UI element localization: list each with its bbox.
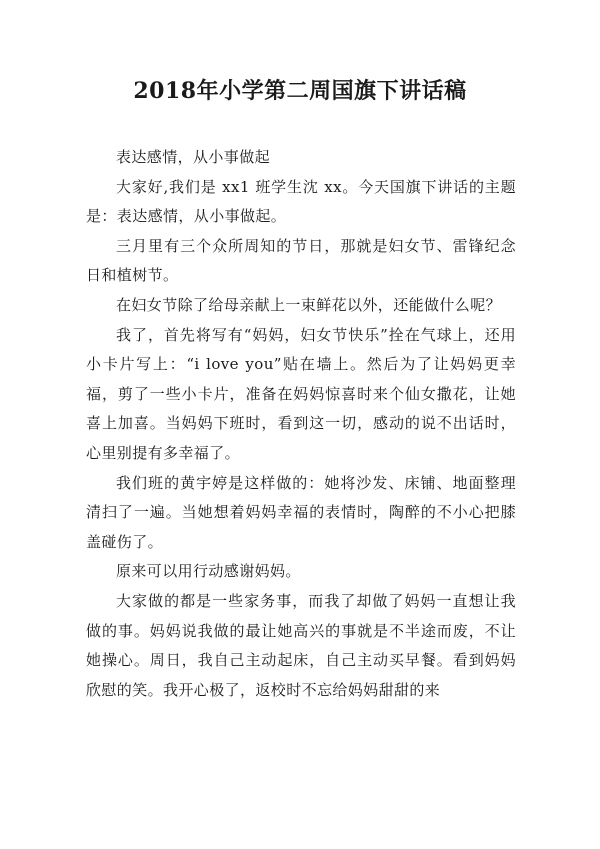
paragraph-greeting: 大家好,我们是 xx1 班学生沈 xx。今天国旗下讲话的主题是：表达感情，从小事做起。 [86,177,516,226]
paragraph-question: 在妇女节除了给母亲献上一束鲜花以外，还能做什么呢？ [116,295,502,314]
paragraph-conclusion: 大家做的都是一些家务事，而我了却做了妈妈一直想让我做的事。妈妈说我做的最让她高兴的事就是不半途而废，不让她操心。周日，我自己主动起床，自己主动买早餐。看到妈妈欣慰的笑。我开心极了，返校时不忘给妈妈甜甜的来 [86,591,516,699]
paragraph-my-actions: 我了，首先将写有“妈妈，妇女节快乐”拴在气球上，还用小卡片写上：“i love you”贴在墙上。然后为了让妈妈更幸福，剪了一些小卡片，准备在妈妈惊喜时来个仙女撒花，让她喜上加喜。当妈妈下班时，看到这一切，感动的说不出话时，心里别提有多幸福了。 [86,325,516,462]
paragraph-classmate: 我们班的黄宇婷是这样做的：她将沙发、床铺、地面整理清扫了一遍。当她想着妈妈幸福的表情时，陶醉的不小心把膝盖碰伤了。 [86,473,516,551]
document-title: 2018年小学第二周国旗下讲话稿 [133,78,467,104]
paragraph-realization: 原来可以用行动感谢妈妈。 [116,562,301,581]
document-body [86,143,516,705]
paragraph-subtitle: 表达感情，从小事做起 [116,148,271,166]
paragraph-march-festivals: 三月里有三个众所周知的节日，那就是妇女节、雷锋纪念日和植树节。 [86,236,516,285]
